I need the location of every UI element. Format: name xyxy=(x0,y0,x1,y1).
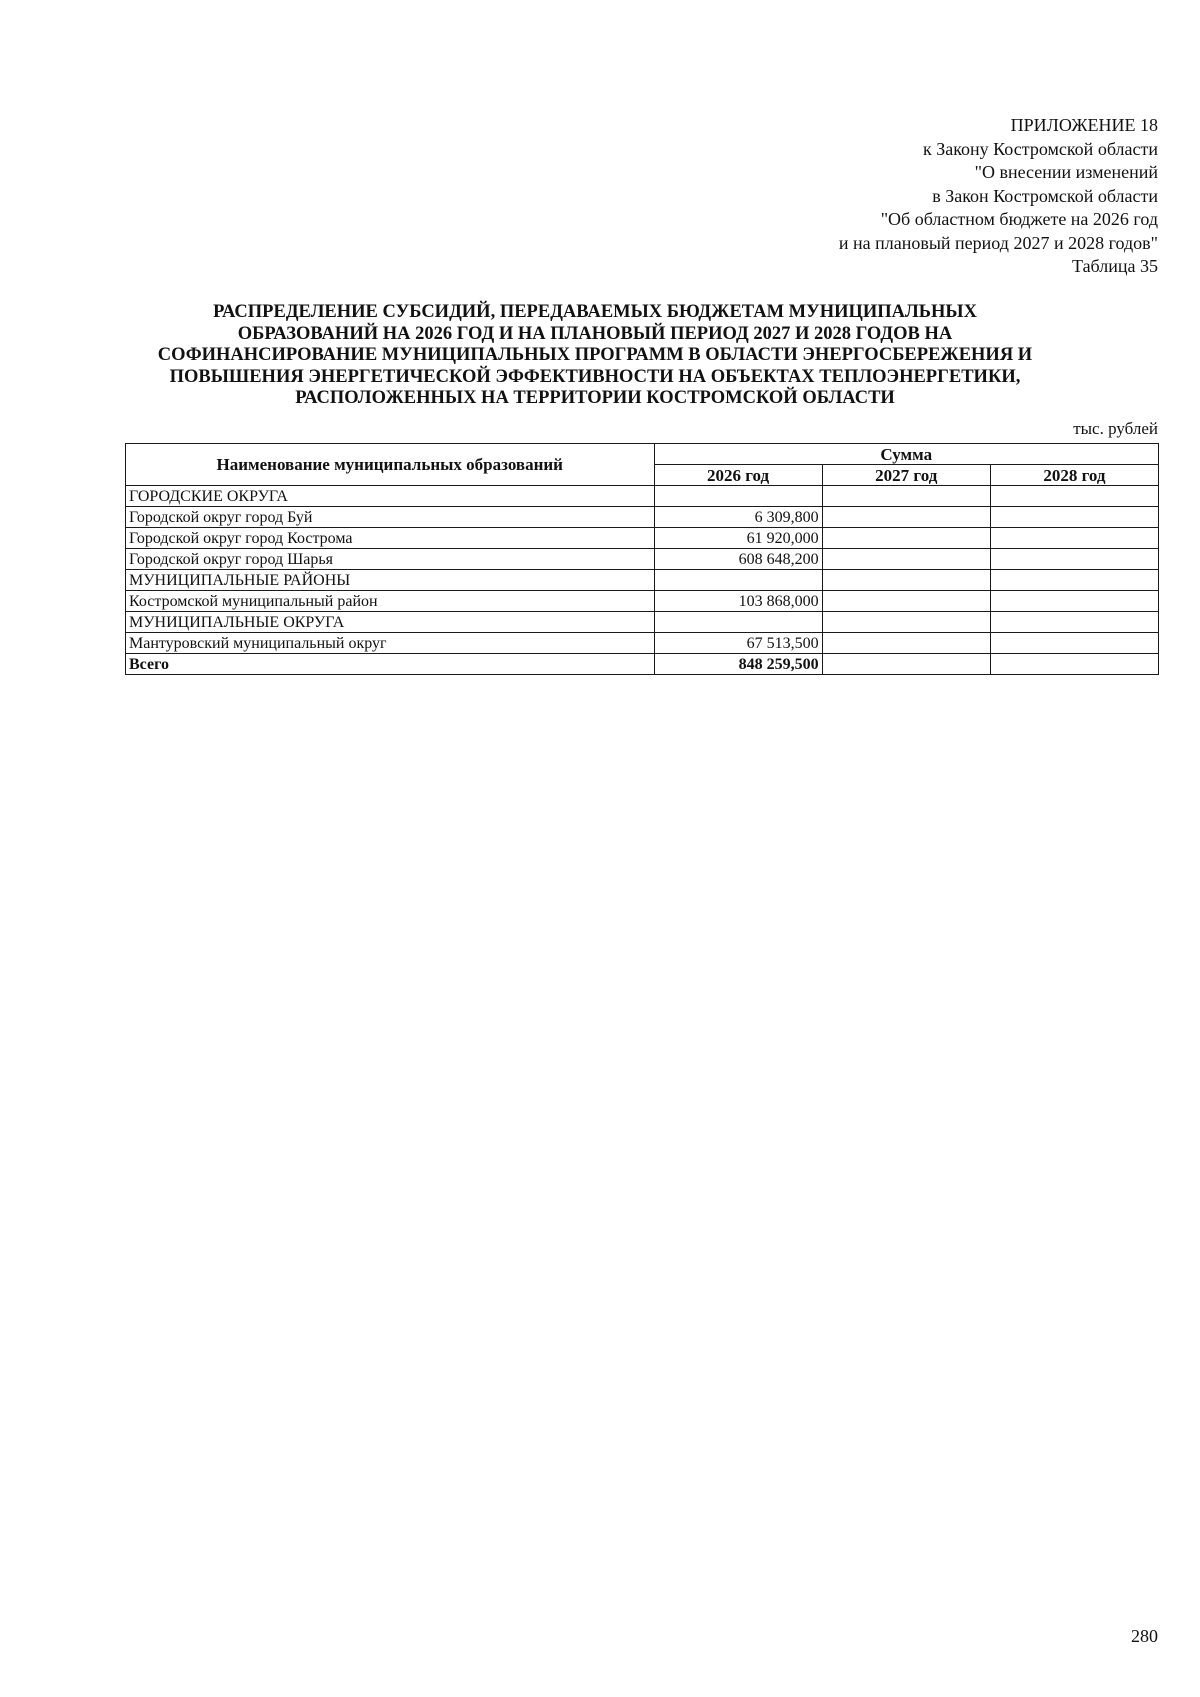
amount-2028 xyxy=(990,612,1158,633)
amount-2027 xyxy=(822,570,990,591)
total-label: Всего xyxy=(126,654,655,675)
total-2028 xyxy=(990,654,1158,675)
column-header-name: Наименование муниципальных образований xyxy=(126,444,655,486)
amount-2026 xyxy=(654,612,822,633)
municipality-name: Городской округ город Шарья xyxy=(126,549,655,570)
amount-2028 xyxy=(990,591,1158,612)
amount-2026: 61 920,000 xyxy=(654,528,822,549)
appendix-header-line: в Закон Костромской области xyxy=(932,185,1158,206)
amount-2026 xyxy=(654,486,822,507)
title-line: СОФИНАНСИРОВАНИЕ МУНИЦИПАЛЬНЫХ ПРОГРАММ В ОБЛАСТИ ЭНЕРГОСБЕРЕЖЕНИЯ И xyxy=(157,345,1033,365)
amount-2027 xyxy=(822,486,990,507)
amount-2026: 103 868,000 xyxy=(654,591,822,612)
appendix-header-line: "О внесении изменений xyxy=(974,162,1158,182)
table-number: Таблица 35 xyxy=(1072,256,1158,276)
appendix-header xyxy=(839,114,1158,279)
column-header-sum: Сумма xyxy=(654,444,1159,465)
amount-2027 xyxy=(822,591,990,612)
page-number: 280 xyxy=(1131,1626,1158,1646)
appendix-header-line: и на плановый период 2027 и 2028 годов" xyxy=(838,232,1158,253)
units-label: тыс. рублей xyxy=(1073,419,1158,438)
appendix-header-line: к Закону Костромской области xyxy=(922,138,1158,159)
column-header-2028: 2028 год xyxy=(990,465,1158,486)
amount-2028 xyxy=(990,570,1158,591)
table-row xyxy=(126,591,1159,612)
amount-2028 xyxy=(990,507,1158,528)
amount-2026: 6 309,800 xyxy=(654,507,822,528)
subsidy-table xyxy=(125,443,1159,675)
appendix-header-line: ПРИЛОЖЕНИЕ 18 xyxy=(1010,115,1158,135)
title-line: ПОВЫШЕНИЯ ЭНЕРГЕТИЧЕСКОЙ ЭФФЕКТИВНОСТИ НА ОБЪЕКТАХ ТЕПЛОЭНЕРГЕТИКИ, xyxy=(169,366,1021,387)
amount-2026 xyxy=(654,570,822,591)
municipality-name: МУНИЦИПАЛЬНЫЕ ОКРУГА xyxy=(126,612,655,633)
total-row xyxy=(126,654,1159,675)
amount-2026: 67 513,500 xyxy=(654,633,822,654)
amount-2028 xyxy=(990,633,1158,654)
table-row xyxy=(126,570,1159,591)
municipality-name: Городской округ город Кострома xyxy=(126,528,655,549)
table-row xyxy=(126,486,1159,507)
municipality-name: Городской округ город Буй xyxy=(126,507,655,528)
table-row xyxy=(126,507,1159,528)
table-header-row xyxy=(126,444,1159,465)
column-header-2026: 2026 год xyxy=(654,465,822,486)
title-line: РАСПОЛОЖЕННЫХ НА ТЕРРИТОРИИ КОСТРОМСКОЙ ОБЛАСТИ xyxy=(295,388,895,408)
table-row xyxy=(126,633,1159,654)
title-line: ОБРАЗОВАНИЙ НА 2026 ГОД И НА ПЛАНОВЫЙ ПЕРИОД 2027 И 2028 ГОДОВ НА xyxy=(237,323,953,344)
amount-2027 xyxy=(822,528,990,549)
amount-2028 xyxy=(990,528,1158,549)
amount-2027 xyxy=(822,612,990,633)
table-row xyxy=(126,528,1159,549)
municipality-name: Мантуровский муниципальный округ xyxy=(126,633,655,654)
amount-2027 xyxy=(822,507,990,528)
total-2027 xyxy=(822,654,990,675)
table-row xyxy=(126,549,1159,570)
amount-2027 xyxy=(822,549,990,570)
column-header-2027: 2027 год xyxy=(822,465,990,486)
municipality-name: Костромской муниципальный район xyxy=(126,591,655,612)
municipality-name: ГОРОДСКИЕ ОКРУГА xyxy=(126,486,655,507)
title-line: РАСПРЕДЕЛЕНИЕ СУБСИДИЙ, ПЕРЕДАВАЕМЫХ БЮДЖЕТАМ МУНИЦИПАЛЬНЫХ xyxy=(213,302,977,322)
document-title xyxy=(125,302,1065,410)
appendix-header-line: "Об областном бюджете на 2026 год xyxy=(880,209,1158,229)
amount-2027 xyxy=(822,633,990,654)
amount-2028 xyxy=(990,549,1158,570)
amount-2028 xyxy=(990,486,1158,507)
total-2026: 848 259,500 xyxy=(654,654,822,675)
amount-2026: 608 648,200 xyxy=(654,549,822,570)
table-row xyxy=(126,612,1159,633)
municipality-name: МУНИЦИПАЛЬНЫЕ РАЙОНЫ xyxy=(126,570,655,591)
